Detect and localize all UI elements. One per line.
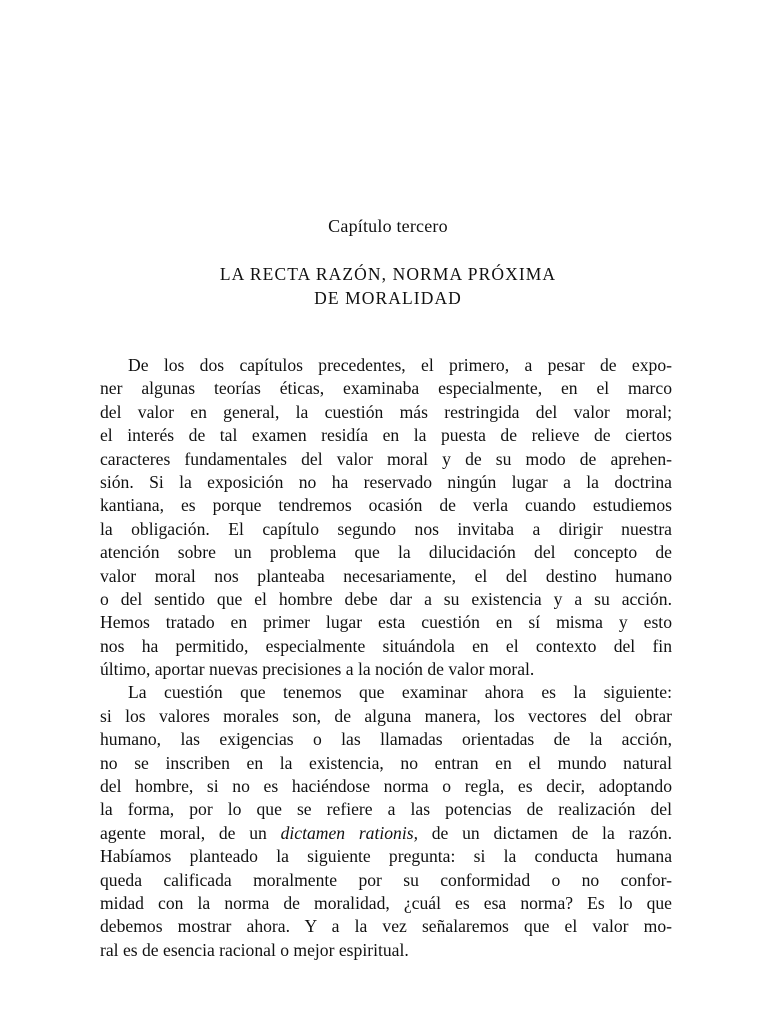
chapter-title bbox=[0, 262, 768, 310]
text-line: la forma, por lo que se refiere a las potencias de realización del bbox=[100, 799, 672, 820]
text-line: La cuestión que tenemos que examinar ahora es la siguiente: bbox=[128, 682, 672, 703]
text-line: debemos mostrar ahora. Y a la vez señalaremos que el valor mo- bbox=[100, 916, 672, 937]
text-segment: de un dictamen de la razón. bbox=[417, 822, 672, 843]
text-line: humano, las exigencias o las llamadas orientadas de la acción, bbox=[100, 729, 672, 750]
text-line: caracteres fundamentales del valor moral y de su modo de aprehen- bbox=[100, 448, 672, 469]
text-line: el interés de tal examen residía en la puesta de relieve de ciertos bbox=[100, 425, 672, 446]
body-text bbox=[100, 354, 672, 962]
paragraph-2 bbox=[100, 681, 672, 962]
chapter-title-line-2: DE MORALIDAD bbox=[314, 288, 462, 308]
text-segment: agente moral, de un bbox=[100, 822, 281, 843]
text-line: ral es de esencia racional o mejor espiritual. bbox=[100, 939, 409, 960]
text-line: último, aportar nuevas precisiones a la noción de valor moral. bbox=[100, 659, 535, 680]
text-line: De los dos capítulos precedentes, el primero, a pesar de expo- bbox=[128, 355, 672, 375]
text-line: del hombre, si no es haciéndose norma o regla, es decir, adoptando bbox=[100, 776, 672, 797]
text-line: valor moral nos planteaba necesariamente, el del destino humano bbox=[100, 565, 672, 586]
text-line: no se inscriben en la existencia, no entran en el mundo natural bbox=[100, 752, 672, 773]
text-line: Habíamos planteado la siguiente pregunta: si la conducta humana bbox=[100, 846, 672, 867]
text-line-with-italic bbox=[100, 822, 672, 845]
text-line: atención sobre un problema que la dilucidación del concepto de bbox=[100, 542, 672, 563]
text-line: la obligación. El capítulo segundo nos invitaba a dirigir nuestra bbox=[100, 518, 672, 539]
chapter-title-line-1: LA RECTA RAZÓN, NORMA PRÓXIMA bbox=[219, 264, 557, 284]
text-line: sión. Si la exposición no ha reservado ningún lugar a la doctrina bbox=[100, 471, 672, 492]
text-line: si los valores morales son, de alguna manera, los vectores del obrar bbox=[100, 705, 672, 726]
text-line: del valor en general, la cuestión más restringida del valor moral; bbox=[100, 401, 672, 422]
text-line: kantiana, es porque tendremos ocasión de verla cuando estudiemos bbox=[100, 495, 672, 516]
text-line: midad con la norma de moralidad, ¿cuál es esa norma? Es lo que bbox=[100, 892, 672, 913]
text-line: o del sentido que el hombre debe dar a su existencia y a su acción. bbox=[100, 588, 672, 609]
text-line: ner algunas teorías éticas, examinaba especialmente, en el marco bbox=[100, 378, 672, 399]
text-line: nos ha permitido, especialmente situándola en el contexto del fin bbox=[100, 635, 672, 656]
chapter-label: Capítulo tercero bbox=[328, 216, 448, 236]
text-line: queda calificada moralmente por su conformidad o no confor- bbox=[100, 869, 672, 890]
text-line: Hemos tratado en primer lugar esta cuestión en sí misma y esto bbox=[100, 612, 672, 633]
paragraph-1 bbox=[100, 354, 672, 681]
italic-latin-phrase: dictamen rationis, bbox=[280, 822, 418, 843]
